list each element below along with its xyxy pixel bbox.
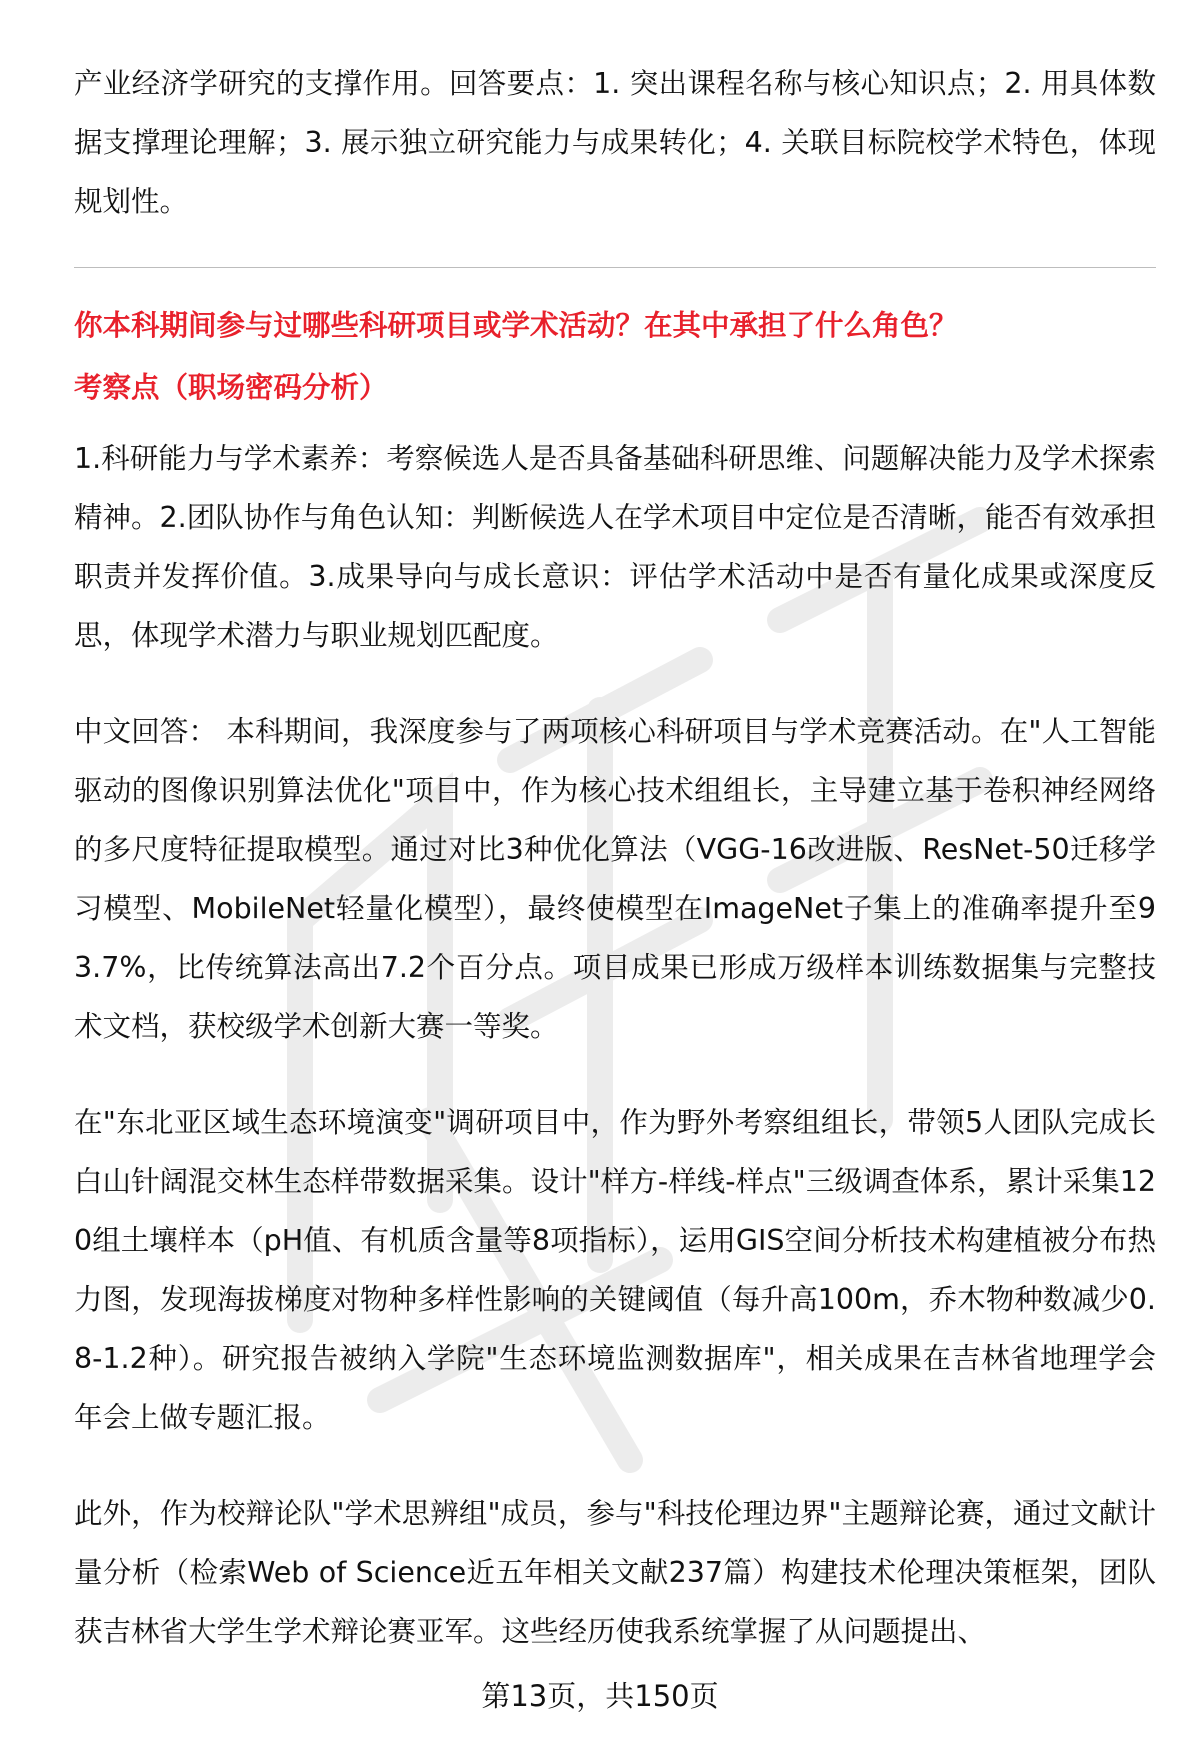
analysis-title: 考察点（职场密码分析） bbox=[74, 371, 388, 404]
section-divider bbox=[74, 267, 1156, 268]
answer-paragraph-3: 此外，作为校辩论队"学术思辨组"成员，参与"科技伦理边界"主题辩论赛，通过文献计量分析（检索Web of Science近五年相关文献237篇）构建技术伦理决策框架，团队获吉林省大学生学术辩论赛亚军。这些经历使我系统掌握了从问题提出、 bbox=[74, 1497, 1156, 1648]
page-number-footer: 第13页，共150页 bbox=[481, 1679, 719, 1713]
answer-paragraph-1: 中文回答： 本科期间，我深度参与了两项核心科研项目与学术竞赛活动。在"人工智能驱动的图像识别算法优化"项目中，作为核心技术组组长，主导建立基于卷积神经网络的多尺度特征提取模型。通过对比3种优化算法（VGG-16改进版、ResNet-50迁移学习模型、MobileNet轻量化模型），最终使模型在ImageNet子集上的准确率提升至93.7%，比传统算法高出7.2个百分点。项目成果已形成万级样本训练数据集与完整技术文档，获校级学术创新大赛一等奖。 bbox=[74, 715, 1156, 1043]
answer-paragraph-2: 在"东北亚区域生态环境演变"调研项目中，作为野外考察组组长，带领5人团队完成长白山针阔混交林生态样带数据采集。设计"样方-样线-样点"三级调查体系，累计采集120组土壤样本（pH值、有机质含量等8项指标），运用GIS空间分析技术构建植被分布热力图，发现海拔梯度对物种多样性影响的关键阈值（每升高100m，乔木物种数减少0.8-1.2种）。研究报告被纳入学院"生态环境监测数据库"，相关成果在吉林省地理学会年会上做专题汇报。 bbox=[74, 1106, 1156, 1434]
question-heading: 你本科期间参与过哪些科研项目或学术活动？在其中承担了什么角色？ bbox=[74, 309, 958, 342]
intro-paragraph: 产业经济学研究的支撑作用。回答要点：1. 突出课程名称与核心知识点；2. 用具体数据支撑理论理解；3. 展示独立研究能力与成果转化；4. 关联目标院校学术特色，体现规划性。 bbox=[74, 67, 1156, 218]
analysis-paragraph: 1.科研能力与学术素养：考察候选人是否具备基础科研思维、问题解决能力及学术探索精神。2.团队协作与角色认知：判断候选人在学术项目中定位是否清晰，能否有效承担职责并发挥价值。3.成果导向与成长意识：评估学术活动中是否有量化成果或深度反思，体现学术潜力与职业规划匹配度。 bbox=[74, 442, 1156, 652]
document-body bbox=[74, 54, 1156, 1661]
